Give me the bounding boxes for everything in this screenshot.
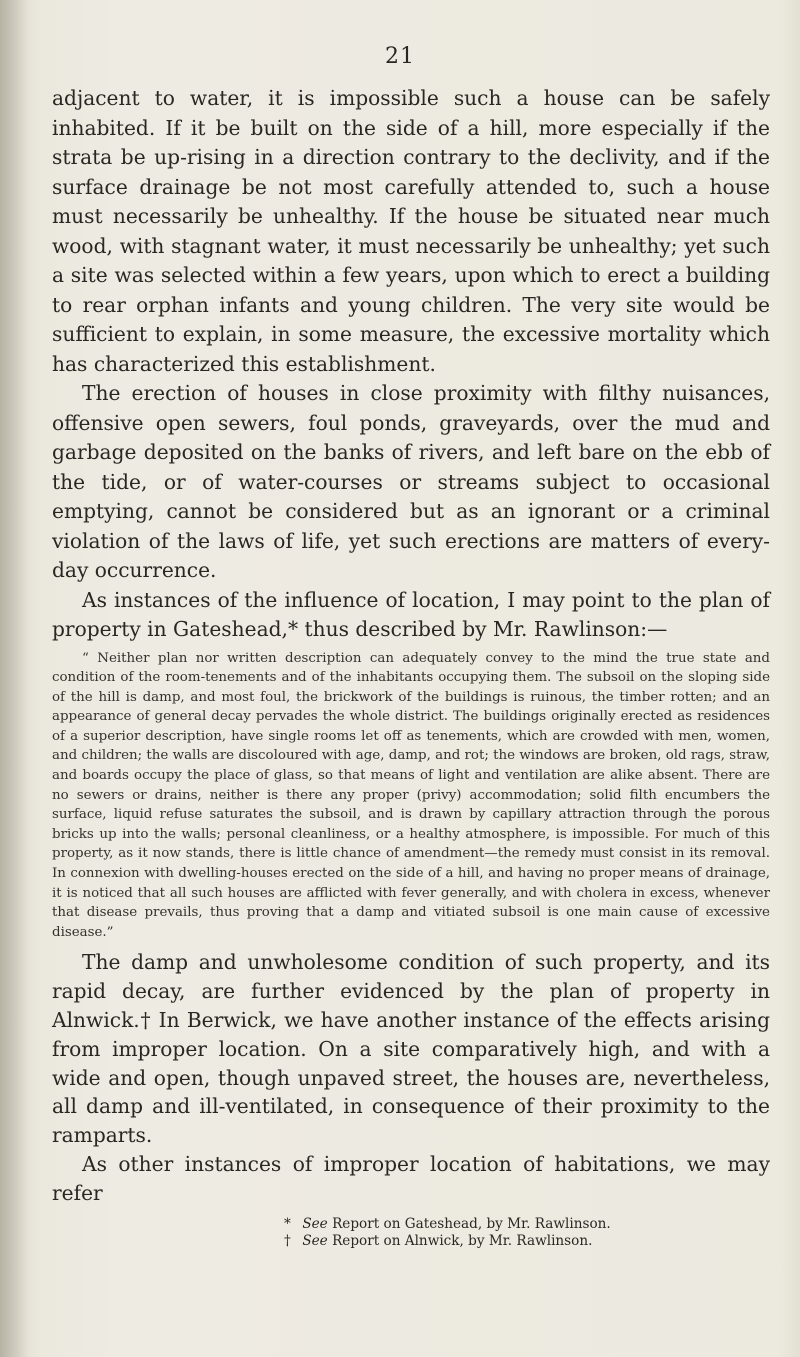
footnote-mark: † bbox=[284, 1232, 291, 1249]
paragraph-5: As other instances of improper location of habitations, we may refer bbox=[52, 1151, 770, 1205]
footnote-text: Report on Gateshead, by Mr. Rawlinson. bbox=[332, 1215, 611, 1232]
page-number: 21 bbox=[385, 44, 415, 69]
footnotes bbox=[52, 1216, 770, 1250]
paragraph-2: The erection of houses in close proximity with filthy nuisances, offensive open sewers, foul ponds, graveyards, over the mud and garbage deposited on the banks of rivers, and left bare on the ebb of the tide, or of water-courses or streams subject to occasional emptying, cannot be considered but as an ignorant or a criminal violation of the laws of life, yet such erections are matters of every-day occurrence. bbox=[52, 381, 770, 582]
paragraph-4: The damp and unwholesome condition of such property, and its rapid decay, are further evidenced by the plan of property in Alnwick.† In Berwick, we have another instance of the effects arising from improper location. On a site comparatively high, and with a wide and open, though unpaved street, the houses are, nevertheless, all damp and ill-ventilated, in consequence of their proximity to the ramparts. bbox=[52, 950, 770, 1148]
footnote-2 bbox=[284, 1233, 770, 1250]
footnote-mark: * bbox=[284, 1215, 291, 1232]
block-quote: “ Neither plan nor written description can adequately convey to the mind the true state and condition of the room-tenements and of the inhabitants occupying them. The subsoil on the sloping side of the hill is damp, and most foul, the brickwork of the buildings is ruinous, the timber rotten; and an appearance of general decay pervades the whole district. The buildings originally erected as residences of a superior description, have single rooms let off as tenements, which are crowded with men, women, and children; the walls are discoloured with age, damp, and rot; the windows are broken, old rags, straw, and boards occupy the place of glass, so that means of light and ventilation are alike absent. There are no sewers or drains, neither is there any proper (privy) accommodation; solid filth encumbers the surface, liquid refuse saturates the subsoil, and is drawn by capillary attraction through the porous bricks up into the walls; personal cleanliness, or a healthy atmosphere, is impossible. For much of this property, as it now stands, there is little chance of amendment—the remedy must consist in its removal. In connexion with dwelling-houses erected on the side of a hill, and having no proper means of drainage, it is noticed that all such houses are afflicted with fever generally, and with cholera in excess, whenever that disease prevails, thus proving that a damp and vitiated subsoil is one main cause of excessive disease.” bbox=[52, 650, 770, 940]
gutter-shadow bbox=[0, 0, 28, 1357]
footnote-text: Report on Alnwick, by Mr. Rawlinson. bbox=[332, 1232, 593, 1249]
paragraph-3: As instances of the influence of location, I may point to the plan of property in Gateshead,* thus described by Mr. Rawlinson:— bbox=[52, 587, 770, 641]
footnote-see: See bbox=[302, 1215, 328, 1232]
page-body bbox=[52, 84, 770, 1250]
footnote-1 bbox=[284, 1216, 770, 1233]
footnote-see: See bbox=[302, 1232, 328, 1249]
paragraph-1: adjacent to water, it is impossible such a house can be safely inhabited. If it be built on the side of a hill, more especially if the strata be up-rising in a direction contrary to the declivity, and if the surface drainage be not most carefully attended to, such a house must necessarily be unhealthy. If the house be situated near much wood, with stagnant water, it must necessarily be unhealthy; yet such a site was selected within a few years, upon which to erect a building to rear orphan infants and young children. The very site would be sufficient to explain, in some measure, the excessive mortality which has characterized this establishment. bbox=[52, 86, 770, 376]
